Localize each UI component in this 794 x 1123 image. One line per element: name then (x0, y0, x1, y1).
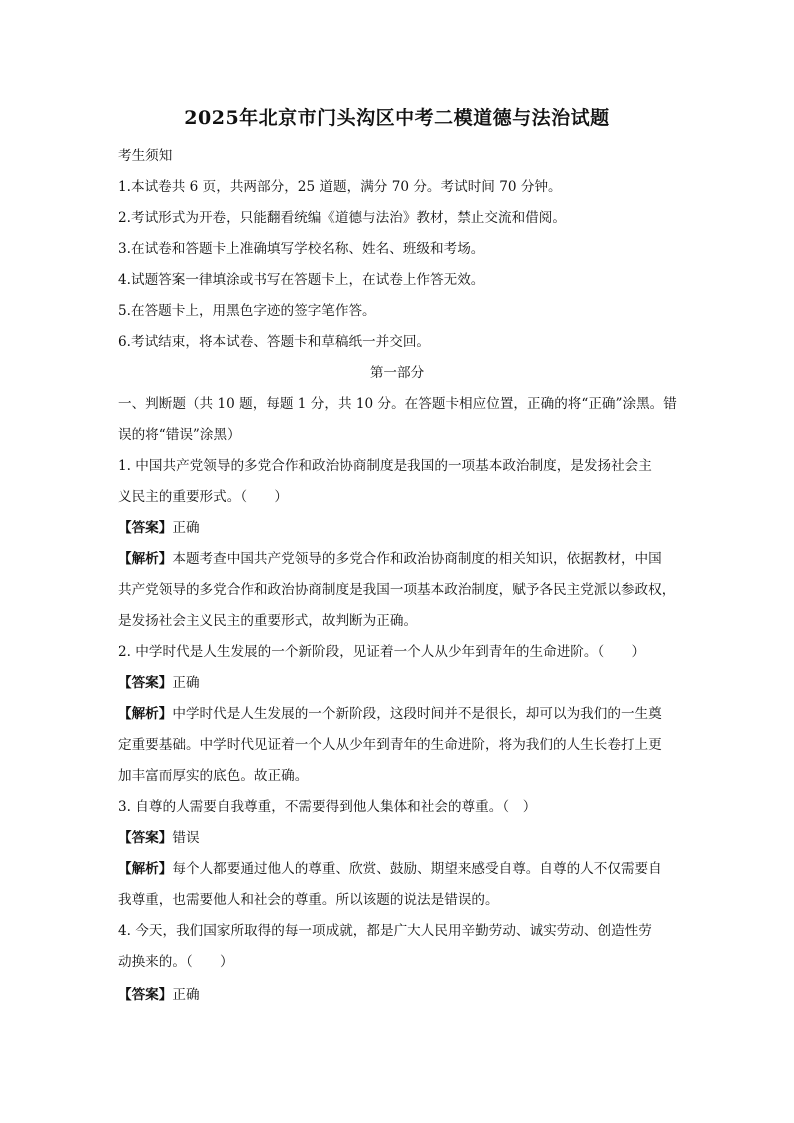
section-instruction: 误的将“错误”涂黑） (118, 427, 241, 443)
analysis-label: 【解析】 (118, 706, 173, 722)
question-1-analysis: 是发扬社会主义民主的重要形式，故判断为正确。 (118, 613, 418, 629)
question-3-answer (118, 828, 684, 848)
question-2-answer (118, 673, 684, 693)
notice-item: 5.在答题卡上，用黑色字迹的签字笔作答。 (118, 303, 376, 319)
question-2-analysis: 定重要基础。中学时代见证着一个人从少年到青年的生命进阶，将为我们的人生长卷打上更 (118, 737, 662, 753)
answer-label: 【答案】 (118, 987, 173, 1003)
question-1-analysis: 共产党领导的多党合作和政治协商制度是我国一项基本政治制度，赋予各民主党派以参政权， (118, 582, 676, 598)
document-title: 2025年北京市门头沟区中考二模道德与法治试题 (184, 107, 610, 129)
question-1-text: 义民主的重要形式。（ ） (118, 489, 288, 505)
question-4-answer (118, 985, 684, 1005)
question-2-analysis (118, 704, 684, 724)
question-2-text: 2. 中学时代是人生发展的一个新阶段，见证着一个人从少年到青年的生命进阶。（ ） (118, 644, 646, 660)
notice-item: 1.本试卷共 6 页，共两部分，25 道题，满分 70 分。考试时间 70 分钟。 (118, 179, 562, 195)
notice-item: 3.在试卷和答题卡上准确填写学校名称、姓名、班级和考场。 (118, 241, 485, 257)
answer-label: 【答案】 (118, 675, 173, 691)
question-4-text: 4. 今天，我们国家所取得的每一项成就，都是广大人民用辛勤劳动、诚实劳动、创造性劳 (118, 923, 652, 939)
question-3-analysis: 我尊重，也需要他人和社会的尊重。所以该题的说法是错误的。 (118, 892, 499, 908)
answer-value: 正确 (172, 987, 200, 1003)
analysis-text: 本题考查中国共产党领导的多党合作和政治协商制度的相关知识，依据教材，中国 (172, 551, 662, 567)
analysis-text: 中学时代是人生发展的一个新阶段，这段时间并不是很长，却可以为我们的一生奠 (172, 706, 662, 722)
analysis-text: 每个人都要通过他人的尊重、欣赏、鼓励、期望来感受自尊。自尊的人不仅需要自 (172, 861, 662, 877)
analysis-label: 【解析】 (118, 551, 173, 567)
question-4-text: 动换来的。（ ） (118, 954, 234, 970)
section-instruction: 一、判断题（共 10 题，每题 1 分，共 10 分。在答题卡相应位置，正确的将“正确”涂黑。错 (118, 396, 677, 412)
question-3-text: 3. 自尊的人需要自我尊重，不需要得到他人集体和社会的尊重。（ ） (118, 799, 537, 815)
question-3-analysis (118, 859, 684, 879)
question-2-analysis: 加丰富而厚实的底色。故正确。 (118, 768, 309, 784)
analysis-label: 【解析】 (118, 861, 173, 877)
notice-heading: 考生须知 (118, 148, 173, 164)
answer-value: 正确 (172, 520, 200, 536)
answer-value: 正确 (172, 675, 200, 691)
answer-value: 错误 (172, 830, 200, 846)
answer-label: 【答案】 (118, 520, 173, 536)
question-1-answer (118, 518, 684, 538)
question-1-analysis (118, 549, 684, 569)
answer-label: 【答案】 (118, 830, 173, 846)
notice-item: 6.考试结束，将本试卷、答题卡和草稿纸一并交回。 (118, 334, 431, 350)
question-1-text: 1. 中国共产党领导的多党合作和政治协商制度是我国的一项基本政治制度，是发扬社会主 (118, 458, 652, 474)
part-title: 第一部分 (369, 365, 425, 381)
notice-item: 4.试题答案一律填涂或书写在答题卡上，在试卷上作答无效。 (118, 272, 485, 288)
notice-item: 2.考试形式为开卷，只能翻看统编《道德与法治》教材，禁止交流和借阅。 (118, 210, 566, 226)
